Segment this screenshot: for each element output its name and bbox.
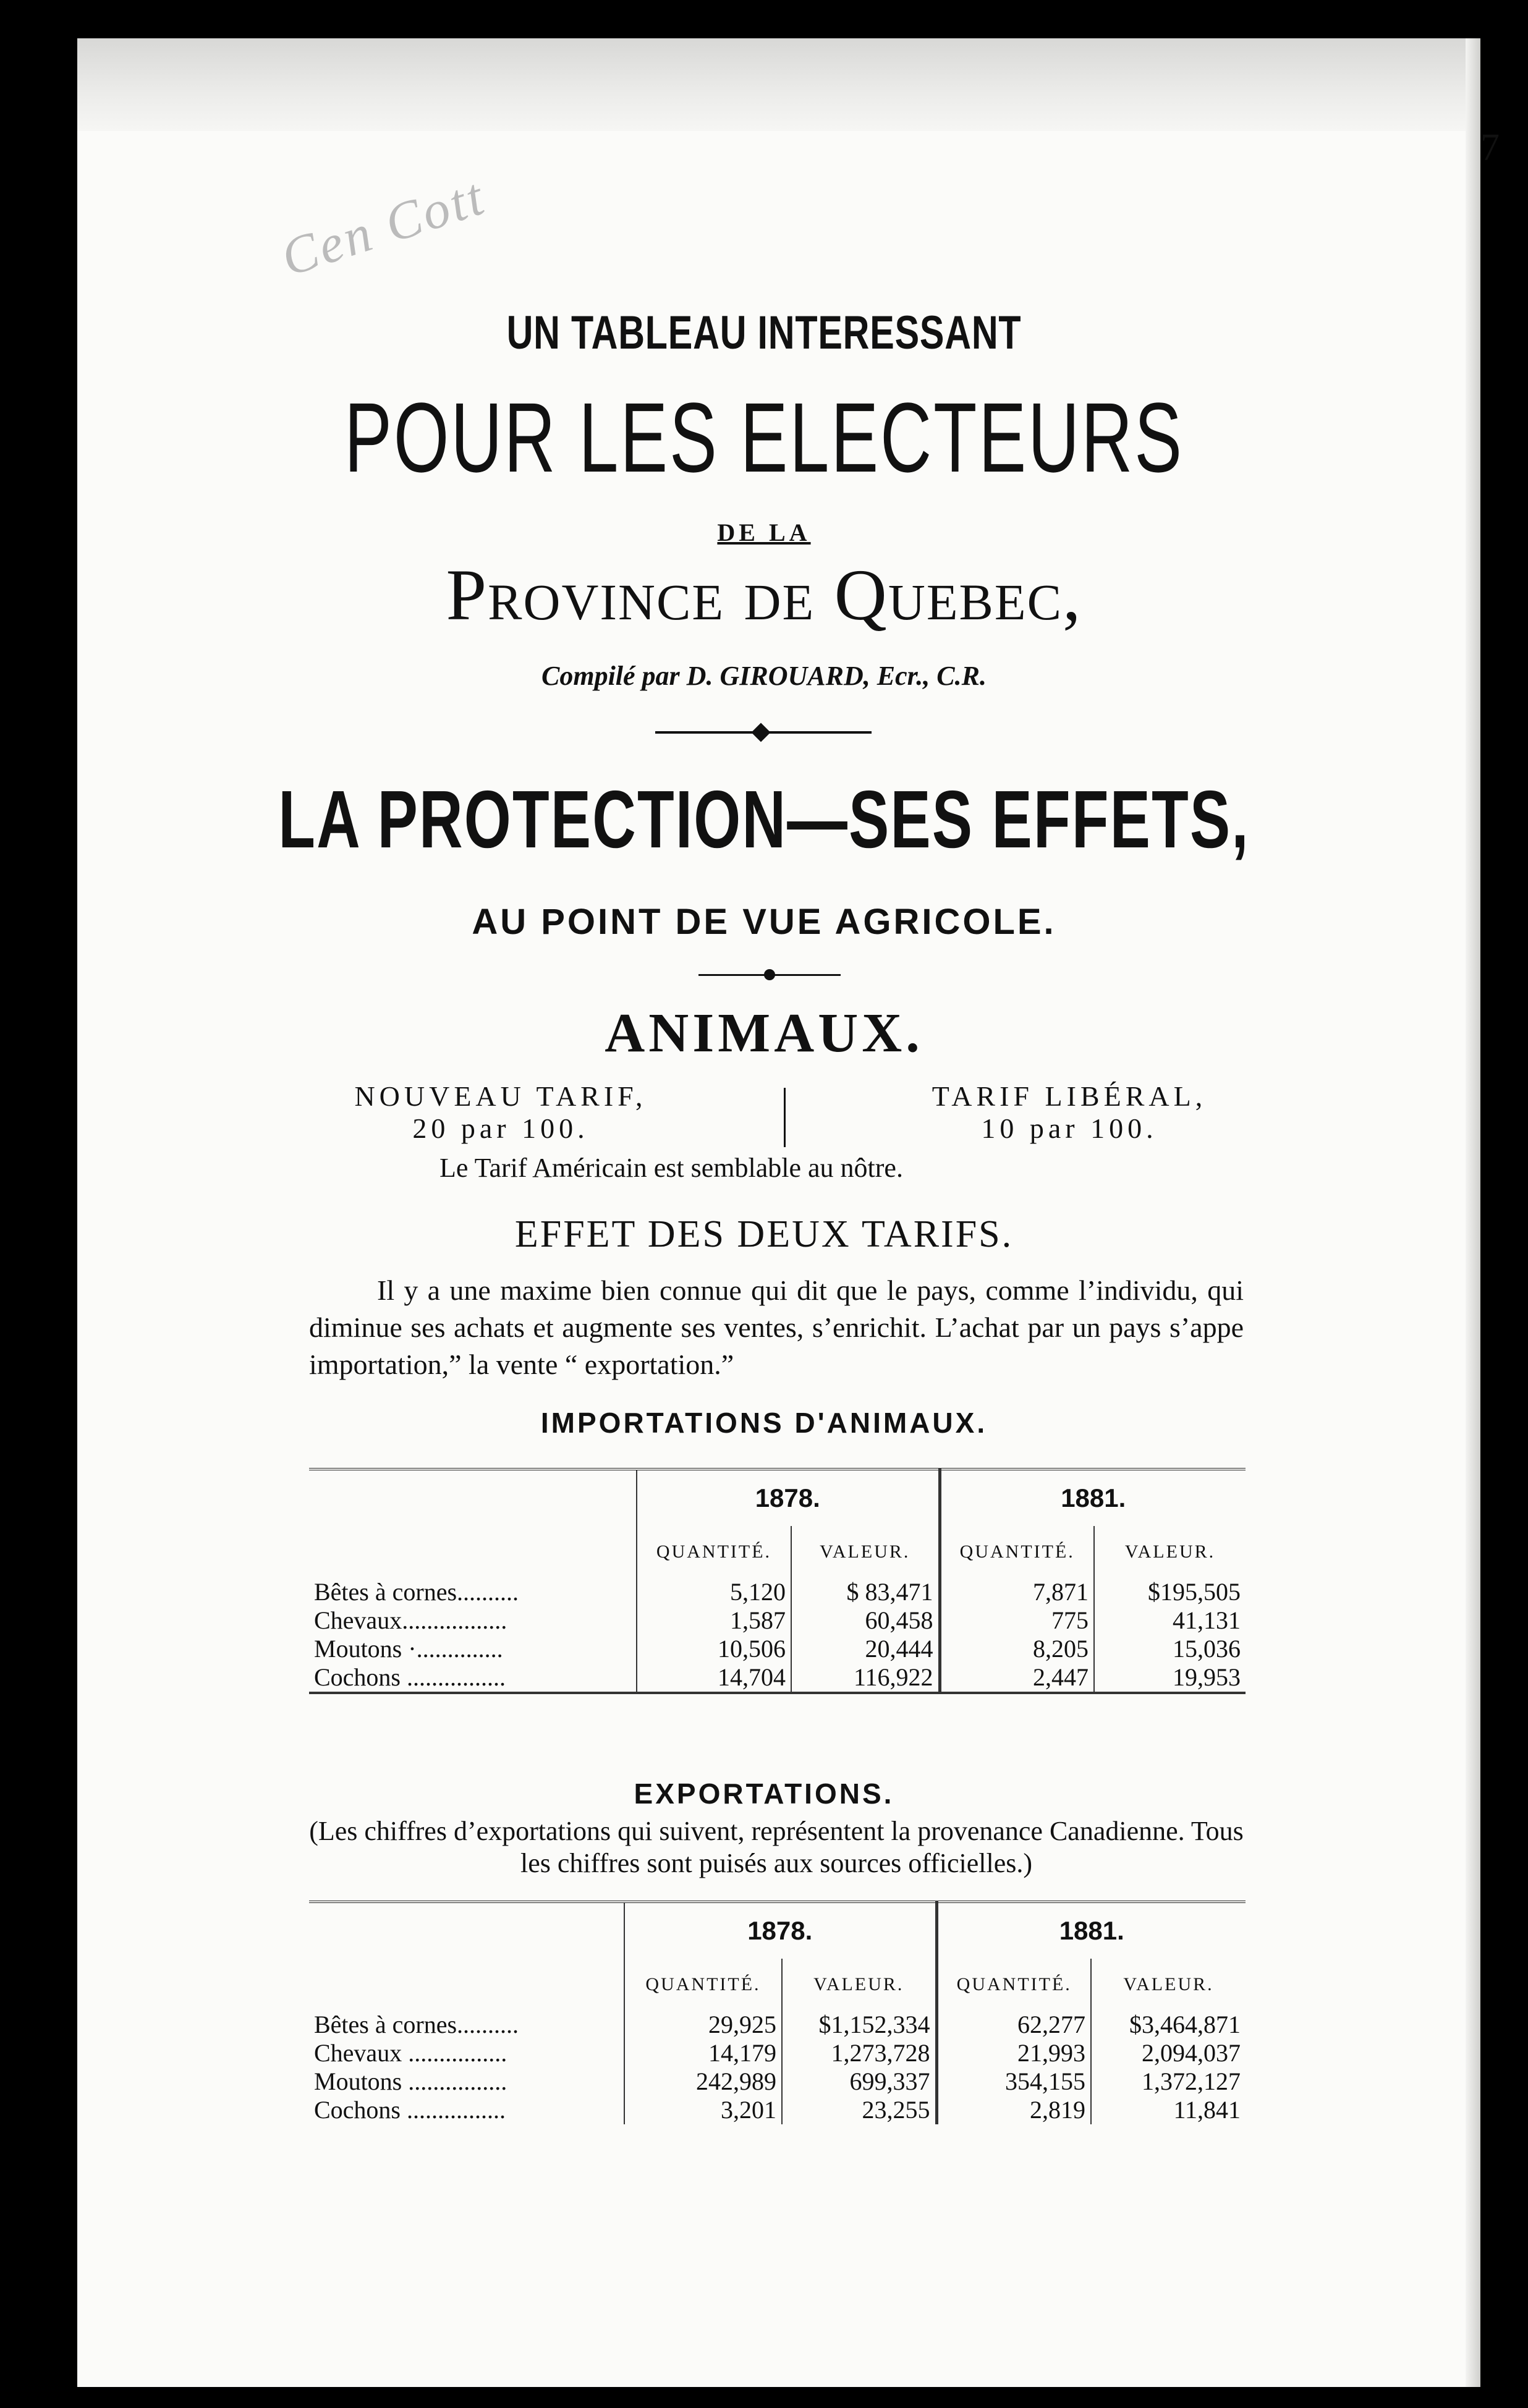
tarif-left-rate: 20 par 100. (412, 1113, 589, 1144)
imports-year-1878: 1878. (637, 1469, 940, 1526)
cell-val-1878: 699,337 (782, 2067, 936, 2096)
exports-year-1881: 1881. (936, 1902, 1246, 1959)
cell-qty-1881: 2,819 (936, 2096, 1091, 2124)
exports-subhead-row (309, 1959, 1246, 2011)
tarif-right-title: TARIF LIBÉRAL, (932, 1080, 1207, 1112)
table-row (309, 1663, 1246, 1693)
row-label: Bêtes à cornes.......... (314, 2011, 519, 2038)
cell-qty-1878: 1,587 (637, 1606, 791, 1635)
imports-year-row (309, 1469, 1246, 1526)
cell-val-1878: $ 83,471 (791, 1578, 940, 1606)
scan-top-band (77, 38, 1480, 131)
cell-val-1878: 116,922 (791, 1663, 940, 1693)
exports-subhead-val-1881: VALEUR. (1091, 1959, 1246, 2011)
row-label: Chevaux ................ (314, 2039, 507, 2067)
imports-subhead-qty-1881: QUANTITÉ. (940, 1526, 1094, 1578)
cell-val-1881: $195,505 (1094, 1578, 1246, 1606)
exports-year-1878: 1878. (624, 1902, 936, 1959)
cell-qty-1881: 7,871 (940, 1578, 1094, 1606)
row-label: Cochons ................ (309, 1663, 637, 1693)
ornament-divider-small (698, 974, 841, 976)
imports-subhead-row (309, 1526, 1246, 1578)
cell-val-1878: 23,255 (782, 2096, 936, 2124)
imports-title: IMPORTATIONS D'ANIMAUX. (540, 1407, 988, 1439)
tarif-right (878, 1080, 1261, 1145)
title-line-4: Province de Quebec, (446, 554, 1082, 635)
cell-val-1881: 11,841 (1091, 2096, 1246, 2124)
cell-qty-1881: 354,155 (936, 2067, 1091, 2096)
cell-qty-1878: 242,989 (624, 2067, 782, 2096)
handwritten-note: Cen Cott (274, 166, 493, 288)
table-row (309, 2067, 1246, 2096)
row-label: Moutons ·.............. (314, 1635, 503, 1663)
row-label: Moutons ................ (314, 2067, 507, 2095)
effet-title: EFFET DES DEUX TARIFS. (514, 1213, 1014, 1255)
tarif-left (309, 1080, 692, 1145)
table-row (309, 2096, 1246, 2124)
sub-heading: AU POINT DE VUE AGRICOLE. (472, 902, 1056, 942)
tarif-right-rate: 10 par 100. (981, 1113, 1158, 1144)
imports-subhead-val-1878: VALEUR. (791, 1526, 940, 1578)
row-label: Bêtes à cornes.......... (314, 1578, 519, 1606)
cell-qty-1878: 14,179 (624, 2039, 782, 2067)
table-row (309, 1606, 1246, 1635)
exports-table (309, 1901, 1246, 2124)
cell-val-1881: $3,464,871 (1091, 2011, 1246, 2039)
table-row (309, 1578, 1246, 1606)
imports-year-1881: 1881. (940, 1469, 1246, 1526)
tarif-note: Le Tarif Américain est semblable au nôtre. (439, 1153, 903, 1183)
cell-qty-1878: 29,925 (624, 2011, 782, 2039)
cell-qty-1881: 775 (940, 1606, 1094, 1635)
cell-val-1881: 15,036 (1094, 1635, 1246, 1663)
table-row (309, 1635, 1246, 1663)
table-row (309, 2039, 1246, 2067)
cell-qty-1881: 21,993 (936, 2039, 1091, 2067)
title-line-2: POUR LES ELECTEURS (344, 382, 1184, 493)
tarif-separator (784, 1088, 786, 1147)
exports-year-row (309, 1902, 1246, 1959)
row-label: Cochons ................ (314, 2096, 506, 2124)
exports-subhead-qty-1878: QUANTITÉ. (624, 1959, 782, 2011)
exports-subhead-qty-1881: QUANTITÉ. (936, 1959, 1091, 2011)
exports-note: (Les chiffres d’exportations qui suivent, représentent la provenance Canadienne. Tous les chiffres sont puisés aux sources officielles.) (309, 1816, 1244, 1878)
table-row (309, 2011, 1246, 2039)
cell-val-1878: 60,458 (791, 1606, 940, 1635)
row-label: Chevaux................. (314, 1606, 507, 1634)
cell-qty-1881: 62,277 (936, 2011, 1091, 2039)
cell-qty-1878: 14,704 (637, 1663, 791, 1693)
compiled-by: Compilé par D. GIROUARD, Ecr., C.R. (541, 661, 987, 691)
cell-val-1878: 20,444 (791, 1635, 940, 1663)
cell-qty-1878: 10,506 (637, 1635, 791, 1663)
title-line-1: UN TABLEAU INTERESSANT (506, 307, 1022, 359)
cell-qty-1881: 2,447 (940, 1663, 1094, 1693)
body-paragraph: Il y a une maxime bien connue qui dit que le pays, comme l’individu, qui diminue ses achats et augmente ses ventes, s’enrichit. L’achat par un pays s’appe importation,” la vente “ exportation.” (309, 1274, 1244, 1380)
cell-val-1878: 1,273,728 (782, 2039, 936, 2067)
cell-qty-1878: 5,120 (637, 1578, 791, 1606)
cell-val-1881: 41,131 (1094, 1606, 1246, 1635)
title-line-3: DE LA (717, 519, 811, 546)
cell-qty-1881: 8,205 (940, 1635, 1094, 1663)
imports-subhead-val-1881: VALEUR. (1094, 1526, 1246, 1578)
ornament-divider (655, 731, 872, 734)
tarif-left-title: NOUVEAU TARIF, (354, 1080, 647, 1112)
imports-subhead-qty-1878: QUANTITÉ. (637, 1526, 791, 1578)
exports-title: EXPORTATIONS. (634, 1778, 894, 1810)
page-number: 7 (1480, 127, 1500, 169)
cell-val-1881: 19,953 (1094, 1663, 1246, 1693)
cell-val-1878: $1,152,334 (782, 2011, 936, 2039)
cell-val-1881: 1,372,127 (1091, 2067, 1246, 2096)
cell-qty-1878: 3,201 (624, 2096, 782, 2124)
main-heading: LA PROTECTION—SES EFFETS, (278, 774, 1250, 865)
cell-val-1881: 2,094,037 (1091, 2039, 1246, 2067)
section-heading: ANIMAUX. (605, 1003, 923, 1064)
imports-table (309, 1468, 1246, 1694)
exports-subhead-val-1878: VALEUR. (782, 1959, 936, 2011)
